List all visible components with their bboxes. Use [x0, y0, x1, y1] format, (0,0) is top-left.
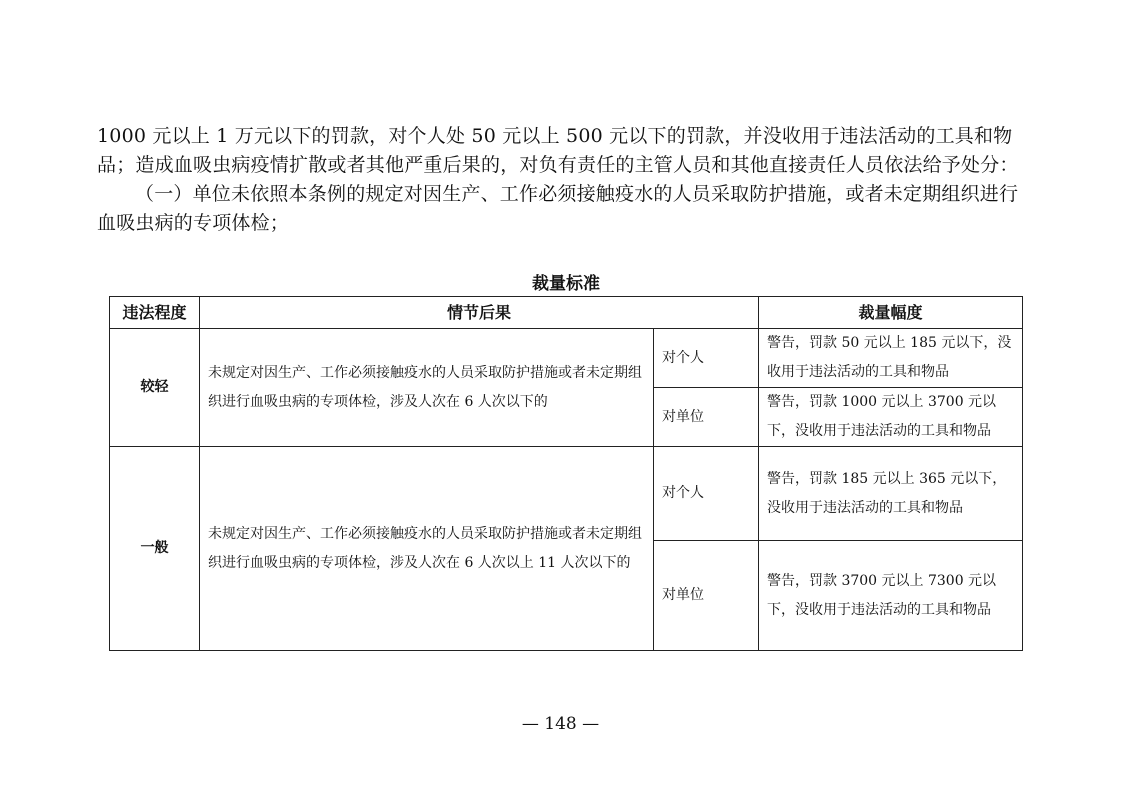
range-cell: 警告，罚款 1000 元以上 3700 元以下，没收用于违法活动的工具和物品	[759, 388, 1023, 447]
range-cell: 警告，罚款 185 元以上 365 元以下，没收用于违法活动的工具和物品	[759, 447, 1023, 541]
table-header-row	[110, 297, 1023, 329]
target-cell: 对单位	[654, 541, 759, 651]
header-degree: 违法程度	[110, 297, 200, 329]
paragraph-item-one: （一）单位未依照本条例的规定对因生产、工作必须接触疫水的人员采取防护措施，或者未定期组织进行血吸虫病的专项体检；	[97, 183, 1019, 234]
discretion-standard-table	[109, 296, 1023, 651]
circumstance-cell: 未规定对因生产、工作必须接触疫水的人员采取防护措施或者未定期组织进行血吸虫病的专项体检，涉及人次在 6 人次以上 11 人次以下的	[200, 447, 654, 651]
body-text	[97, 122, 1027, 238]
degree-cell: 一般	[110, 447, 200, 651]
paragraph-penalty-clause: 1000 元以上 1 万元以下的罚款，对个人处 50 元以上 500 元以下的罚款，并没收用于违法活动的工具和物品；造成血吸虫病疫情扩散或者其他严重后果的，对负有责任的主管人员和其他直接责任人员依法给予处分：	[97, 125, 1019, 176]
header-circumstance: 情节后果	[200, 297, 759, 329]
target-cell: 对单位	[654, 388, 759, 447]
page-number: — 148 —	[521, 714, 600, 734]
table-row	[110, 329, 1023, 388]
degree-cell: 较轻	[110, 329, 200, 447]
table-row	[110, 447, 1023, 541]
circumstance-cell: 未规定对因生产、工作必须接触疫水的人员采取防护措施或者未定期组织进行血吸虫病的专项体检，涉及人次在 6 人次以下的	[200, 329, 654, 447]
table-title: 裁量标准	[532, 274, 600, 294]
header-range: 裁量幅度	[759, 297, 1023, 329]
target-cell: 对个人	[654, 329, 759, 388]
target-cell: 对个人	[654, 447, 759, 541]
range-cell: 警告，罚款 3700 元以上 7300 元以下，没收用于违法活动的工具和物品	[759, 541, 1023, 651]
range-cell: 警告，罚款 50 元以上 185 元以下，没收用于违法活动的工具和物品	[759, 329, 1023, 388]
